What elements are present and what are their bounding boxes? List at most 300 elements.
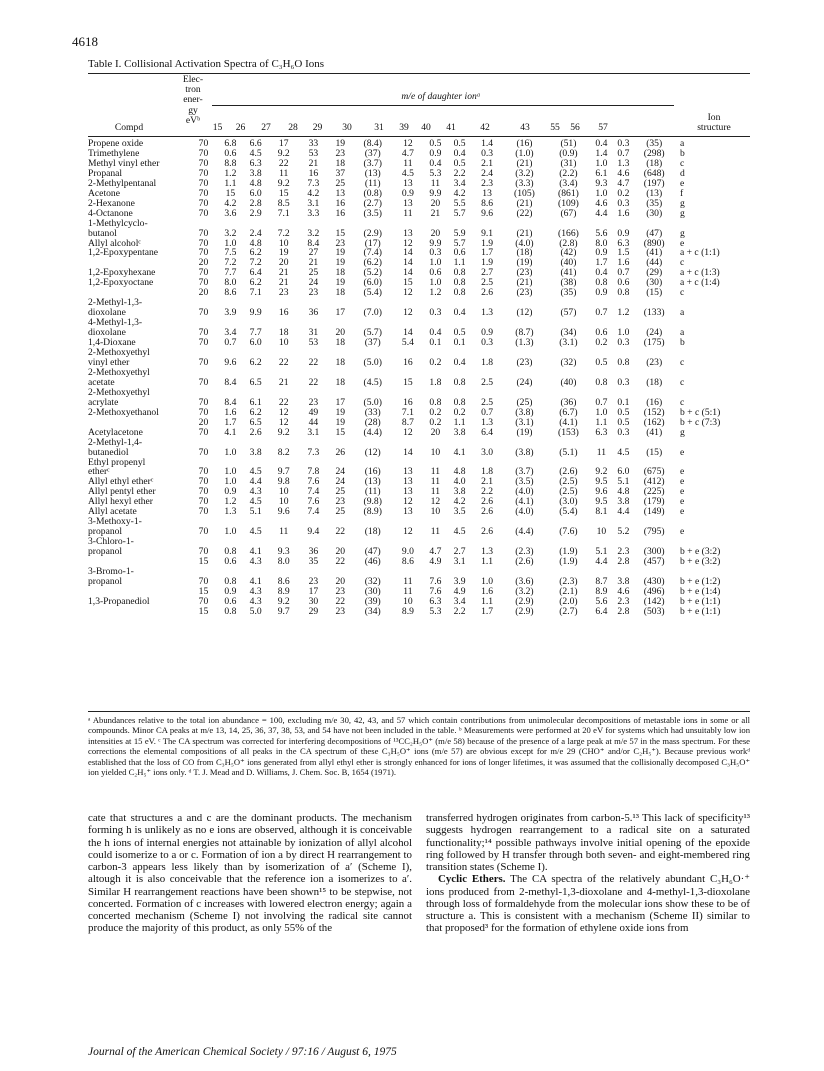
electron-energy-cell: 70 (198, 227, 209, 239)
abundance-cell: 6.0 (249, 337, 262, 349)
ion-structure-cell: c (679, 376, 685, 388)
abundance-cell: (4.0) (515, 237, 534, 249)
abundance-cell: 13 (403, 227, 413, 239)
abundance-cell: 1.7 (481, 247, 494, 259)
electron-energy-cell: 70 (198, 157, 209, 169)
abundance-cell: 2.1 (481, 157, 494, 169)
abundance-cell: 8.8 (224, 157, 237, 169)
abundance-cell: 4.6 (617, 585, 630, 597)
ion-structure-cell: b + e (1:4) (679, 585, 721, 597)
abundance-cell: 2.8 (617, 605, 630, 617)
abundance-cell: (1.9) (559, 556, 578, 568)
abundance-cell: (18) (364, 526, 381, 538)
abundance-cell: 5.3 (429, 605, 442, 617)
abundance-cell: 9.2 (277, 426, 290, 438)
abundance-cell: 30 (308, 595, 319, 607)
abundance-cell: 5.2 (617, 526, 630, 538)
abundance-cell: 22 (308, 356, 319, 368)
abundance-cell: 10 (278, 486, 289, 498)
abundance-cell: 9.0 (401, 546, 414, 558)
electron-energy-cell: 70 (198, 506, 209, 518)
table-row (88, 358, 750, 368)
abundance-cell: 23 (335, 147, 346, 159)
table-footnotes: ᵃ Abundances relative to the total ion abundance = 100, excluding m/e 30, 42, 43, and 57 which contain contributions from unimolecular decompositions of metastable ions in some or all compounds. Minor CA peaks at m/e 13, 14, 25, 36, 37, 38, 53, and 54 have not been included in the table. ᵇ Measurements were performed at 20 eV for systems which had unsuitably low ion intensities at 15 eV. ᶜ The CA spectrum was corrected for interfering decompositions of ¹³CC₂H₅O⁺ (m/e 58) because of the presence of a large peak at m/e 57 in the mass spectrum. For these corrections the elemental compositions of all peaks in the CA spectrum of these C₃H₅O⁺ ions (m/e 57) are obvious except for m/e 29 (CHO⁺ and/or C₂H₅⁺). Because previous workᵈ established that the loss of CO from C₃H₅O⁺ ions generated from allyl ethyl ether is strongly enhanced for ions of longer lifetimes, it was assumed that the collisionally decomposed C₃H₅O⁺ ion yielded C₂H₅⁺ ions only. ᵈ T. J. Mead and D. Williams, J. Chem. Soc. B, 1654 (1971). (88, 715, 750, 778)
abundance-cell: (2.9) (363, 227, 382, 239)
abundance-cell: (2.8) (559, 237, 578, 249)
abundance-cell: (15) (646, 446, 663, 458)
ion-structure-cell: e (679, 466, 685, 478)
abundance-cell: (3.5) (515, 476, 534, 488)
abundance-cell: 9.9 (429, 187, 442, 199)
abundance-cell: 6.3 (595, 426, 608, 438)
table-row (88, 308, 750, 318)
abundance-cell: 14 (403, 327, 413, 339)
abundance-cell: 1.0 (224, 237, 237, 249)
abundance-cell: 7.6 (429, 585, 442, 597)
abundance-cell: 15 (278, 187, 289, 199)
abundance-cell: (2.9) (515, 605, 534, 617)
ion-structure-cell: a + c (1:1) (679, 247, 720, 259)
abundance-cell: 8.9 (401, 605, 414, 617)
abundance-cell: 11 (430, 486, 441, 498)
abundance-cell: 4.5 (249, 496, 262, 508)
abundance-cell: 0.9 (617, 227, 630, 239)
abundance-cell: 3.0 (481, 446, 494, 458)
abundance-cell: 19 (278, 247, 289, 259)
abundance-cell: 8.2 (277, 446, 290, 458)
abundance-cell: 9.3 (277, 546, 290, 558)
abundance-cell: 27 (308, 247, 319, 259)
abundance-cell: (7.6) (559, 526, 578, 538)
electron-energy-cell: 70 (198, 138, 209, 149)
abundance-cell: 22 (278, 157, 289, 169)
abundance-cell: 1.0 (481, 575, 494, 587)
abundance-cell: (13) (364, 167, 381, 179)
table-row (88, 428, 750, 438)
header-mass-27: 27 (261, 122, 271, 133)
ca-table (88, 139, 750, 617)
table-caption: Table I. Collisional Activation Spectra of C₃H₆O Ions (88, 58, 325, 70)
abundance-cell: 3.2 (307, 227, 320, 239)
abundance-cell: 1.3 (224, 506, 237, 518)
electron-energy-cell: 70 (198, 575, 209, 587)
abundance-cell: 5.6 (595, 227, 608, 239)
ion-structure-cell (674, 388, 750, 398)
abundance-cell: (6.2) (363, 257, 382, 269)
abundance-cell: 1.3 (481, 546, 494, 558)
abundance-cell: 3.4 (453, 177, 466, 189)
abundance-cell: 0.5 (617, 416, 630, 428)
header-compd: Compd (114, 122, 144, 133)
compound-name: 2-Methoxyethanol (88, 406, 159, 418)
abundance-cell: 35 (308, 556, 319, 568)
ion-structure-cell (674, 318, 750, 328)
abundance-cell: (675) (643, 466, 665, 478)
section-heading: Cyclic Ethers. (438, 873, 506, 886)
abundance-cell: 6.1 (595, 167, 608, 179)
abundance-cell: 5.4 (401, 337, 414, 349)
abundance-cell: 15 (403, 277, 413, 289)
compound-name: vinyl ether (88, 356, 130, 368)
ion-structure-cell: g (679, 197, 685, 209)
abundance-cell: 13 (403, 476, 413, 488)
abundance-cell: (4.0) (515, 486, 534, 498)
ion-structure-cell: b + e (1:2) (679, 575, 721, 587)
abundance-cell: 53 (308, 337, 319, 349)
abundance-cell: (0.8) (363, 187, 382, 199)
abundance-cell: 3.2 (224, 227, 237, 239)
abundance-cell: 7.4 (307, 486, 320, 498)
abundance-cell: 8.4 (224, 376, 237, 388)
abundance-cell: 1.0 (429, 277, 442, 289)
compound-name: 4-Methyl-1,3- (88, 317, 143, 329)
abundance-cell: (67) (560, 207, 577, 219)
abundance-cell: (29) (646, 267, 663, 279)
abundance-cell: 17 (308, 585, 319, 597)
abundance-cell: 0.8 (453, 277, 466, 289)
abundance-cell: 9.3 (595, 177, 608, 189)
table-header (88, 75, 750, 135)
compound-name: Methyl vinyl ether (88, 157, 160, 169)
abundance-cell: 1.2 (617, 307, 630, 319)
abundance-cell: 5.1 (249, 506, 262, 518)
abundance-cell: 15 (225, 187, 236, 199)
ion-structure-cell: e (679, 177, 685, 189)
abundance-cell: 0.4 (453, 307, 466, 319)
abundance-cell: 1.7 (481, 605, 494, 617)
abundance-cell: 4.8 (617, 486, 630, 498)
abundance-cell: 4.9 (429, 556, 442, 568)
abundance-cell: (16) (516, 138, 533, 149)
abundance-cell: 21 (278, 267, 289, 279)
abundance-cell: (32) (560, 356, 577, 368)
abundance-cell: 4.7 (401, 147, 414, 159)
abundance-cell: 0.6 (453, 247, 466, 259)
abundance-cell: 33 (308, 138, 319, 149)
abundance-cell: 1.5 (617, 247, 630, 259)
electron-energy-cell: 70 (198, 207, 209, 219)
abundance-cell: 24 (335, 476, 346, 488)
abundance-cell: 3.4 (224, 327, 237, 339)
electron-energy-cell: 70 (198, 197, 209, 209)
abundance-cell: (5.2) (363, 267, 382, 279)
abundance-cell: (8.7) (515, 327, 534, 339)
abundance-cell: 0.9 (595, 287, 608, 299)
abundance-cell: 17 (278, 138, 289, 149)
abundance-cell: 12 (278, 406, 289, 418)
ion-structure-cell: d (679, 167, 685, 179)
abundance-cell: 11 (279, 167, 289, 179)
abundance-cell: 1.7 (224, 416, 237, 428)
abundance-cell: 19 (335, 416, 346, 428)
abundance-cell: 1.4 (481, 138, 494, 149)
abundance-cell: (28) (364, 416, 381, 428)
abundance-cell: (2.3) (515, 546, 534, 558)
abundance-cell: 0.7 (481, 406, 494, 418)
abundance-cell: 22 (335, 595, 346, 607)
abundance-cell: 12 (403, 526, 413, 538)
abundance-cell: 0.6 (224, 556, 237, 568)
abundance-cell: 1.1 (481, 556, 494, 568)
abundance-cell: 14 (403, 446, 413, 458)
electron-energy-cell: 70 (198, 396, 209, 408)
abundance-cell: (1.3) (515, 337, 534, 349)
abundance-cell: 26 (335, 446, 346, 458)
abundance-cell: (24) (646, 327, 663, 339)
abundance-cell: (23) (516, 356, 533, 368)
abundance-cell: 0.6 (224, 595, 237, 607)
abundance-cell: (5.7) (363, 327, 382, 339)
abundance-cell: 4.3 (249, 486, 262, 498)
abundance-cell: 3.5 (453, 506, 466, 518)
abundance-cell: 6.2 (249, 406, 262, 418)
abundance-cell: 1.0 (617, 327, 630, 339)
abundance-cell: 6.8 (224, 138, 237, 149)
abundance-cell: 1.2 (224, 167, 237, 179)
abundance-cell: 4.3 (249, 595, 262, 607)
compound-name (88, 607, 189, 617)
abundance-cell: (890) (643, 237, 665, 249)
electron-energy-cell: 20 (198, 257, 209, 269)
abundance-cell: 2.9 (249, 207, 262, 219)
ion-structure-cell: b (679, 337, 685, 349)
abundance-cell: 16 (278, 307, 289, 319)
electron-energy-cell: 70 (198, 426, 209, 438)
table-row (88, 338, 750, 348)
abundance-cell: 9.6 (481, 207, 494, 219)
abundance-cell: (149) (643, 506, 665, 518)
abundance-cell: 0.4 (429, 327, 442, 339)
abundance-cell: 13 (335, 187, 346, 199)
abundance-cell: (4.0) (515, 506, 534, 518)
abundance-cell: 0.2 (595, 337, 608, 349)
abundance-cell: 3.8 (453, 486, 466, 498)
abundance-cell: (5.4) (363, 287, 382, 299)
electron-energy-cell: 15 (198, 605, 209, 617)
abundance-cell: (166) (558, 227, 579, 239)
abundance-cell: 7.7 (224, 267, 237, 279)
abundance-cell: 10 (278, 337, 289, 349)
abundance-cell: 0.1 (617, 396, 630, 408)
abundance-cell: (12) (516, 307, 533, 319)
abundance-cell: (162) (643, 416, 665, 428)
ion-structure-cell: c (679, 257, 685, 269)
abundance-cell: 20 (335, 546, 346, 558)
electron-energy-cell: 70 (198, 376, 209, 388)
abundance-cell: 10 (430, 446, 441, 458)
abundance-cell: (11) (364, 486, 381, 498)
abundance-cell: 4.8 (249, 177, 262, 189)
abundance-cell: 11 (403, 575, 413, 587)
abundance-cell: 3.8 (617, 496, 630, 508)
ion-structure-cell: a (679, 138, 685, 149)
abundance-cell: 12 (403, 496, 413, 508)
abundance-cell: 7.3 (307, 177, 320, 189)
abundance-cell: 3.6 (224, 207, 237, 219)
abundance-cell: 8.9 (277, 585, 290, 597)
abundance-cell: 1.0 (224, 446, 237, 458)
abundance-cell: 4.3 (249, 556, 262, 568)
abundance-cell: (19) (516, 257, 533, 269)
abundance-cell: 16 (403, 356, 413, 368)
abundance-cell: (3.7) (363, 157, 382, 169)
abundance-cell: 1.6 (224, 406, 237, 418)
abundance-cell: (19) (516, 426, 533, 438)
abundance-cell: (35) (646, 197, 663, 209)
abundance-cell: 0.2 (617, 187, 630, 199)
abundance-cell: (2.5) (559, 476, 578, 488)
abundance-cell: (4.4) (515, 526, 534, 538)
electron-energy-cell: 70 (198, 595, 209, 607)
abundance-cell: 13 (403, 506, 413, 518)
abundance-cell: 0.5 (617, 406, 630, 418)
abundance-cell: 0.3 (429, 247, 442, 259)
ion-structure-cell: b + e (1:1) (679, 595, 721, 607)
compound-name: butanol (88, 227, 117, 239)
header-mass-42: 42 (480, 122, 490, 133)
abundance-cell: 2.4 (249, 227, 262, 239)
abundance-cell: 3.8 (617, 575, 630, 587)
abundance-cell: 21 (308, 157, 319, 169)
table-row (88, 209, 750, 219)
table-row (88, 607, 750, 617)
abundance-cell: (7.0) (363, 307, 382, 319)
abundance-cell: 1.8 (429, 376, 442, 388)
abundance-cell: 19 (335, 406, 346, 418)
electron-energy-cell: 70 (198, 277, 209, 289)
compound-name: 1,2-Epoxypentane (88, 247, 159, 259)
abundance-cell: 6.4 (481, 426, 494, 438)
abundance-cell: 36 (308, 546, 319, 558)
abundance-cell: 0.8 (453, 287, 466, 299)
header-mass-15: 15 (212, 122, 223, 133)
abundance-cell: (37) (364, 337, 381, 349)
compound-name: dioxolane (88, 307, 126, 319)
header-mass-40: 40 (421, 122, 431, 133)
abundance-cell: 4.8 (249, 237, 262, 249)
abundance-cell: 25 (308, 267, 319, 279)
compound-name: 1,2-Epoxyoctane (88, 277, 154, 289)
ion-structure-cell (674, 348, 750, 358)
table-bottom-rule (88, 711, 750, 712)
abundance-cell: (24) (516, 376, 533, 388)
abundance-cell: 2.8 (249, 197, 262, 209)
compound-name: 2-Methoxyethyl (88, 366, 150, 378)
abundance-cell: 0.4 (429, 157, 442, 169)
abundance-cell: 4.1 (453, 446, 466, 458)
abundance-cell: (35) (646, 138, 663, 149)
abundance-cell: 10 (430, 506, 441, 518)
abundance-cell: (197) (643, 177, 665, 189)
abundance-cell: (46) (364, 556, 381, 568)
abundance-cell: 3.3 (307, 207, 320, 219)
compound-name: 3-Bromo-1- (88, 565, 134, 577)
compound-name: 3-Chloro-1- (88, 536, 134, 548)
abundance-cell: (3.1) (515, 416, 534, 428)
abundance-cell: 8.0 (224, 277, 237, 289)
abundance-cell: (5.0) (363, 396, 382, 408)
ion-structure-cell (674, 438, 750, 448)
abundance-cell: 0.9 (481, 327, 494, 339)
abundance-cell: 6.3 (617, 237, 630, 249)
abundance-cell: 0.3 (481, 337, 494, 349)
header-daughter-ion: m/e of daughter ionᵃ (401, 91, 481, 102)
abundance-cell: 15 (335, 227, 346, 239)
abundance-cell: 11 (403, 207, 413, 219)
ion-structure-cell: e (679, 526, 685, 538)
abundance-cell: 18 (335, 376, 346, 388)
abundance-cell: 4.5 (249, 147, 262, 159)
abundance-cell: 0.7 (617, 147, 630, 159)
electron-energy-cell: 20 (198, 416, 209, 428)
abundance-cell: (4.1) (515, 496, 534, 508)
ion-structure-cell: c (679, 157, 685, 169)
ion-structure-cell: a + c (1:4) (679, 277, 720, 289)
abundance-cell: 5.7 (453, 207, 466, 219)
abundance-cell: 1.2 (224, 496, 237, 508)
compound-name: propanol (88, 526, 123, 538)
abundance-cell: 18 (335, 267, 346, 279)
abundance-cell: (2.0) (559, 595, 578, 607)
abundance-cell: 0.3 (617, 138, 630, 149)
abundance-cell: 11 (430, 177, 441, 189)
abundance-cell: 1.0 (429, 257, 442, 269)
abundance-cell: 1.1 (453, 416, 466, 428)
abundance-cell: 8.5 (277, 197, 290, 209)
abundance-cell: 4.2 (453, 496, 466, 508)
abundance-cell: 13 (403, 197, 413, 209)
compound-name: Allyl acetate (88, 506, 137, 518)
abundance-cell: (23) (516, 267, 533, 279)
abundance-cell: 6.2 (249, 356, 262, 368)
compound-name: Allyl alcoholᶜ (88, 237, 141, 249)
table-row (88, 448, 750, 458)
table-row (88, 557, 750, 567)
abundance-cell: 1.6 (617, 257, 630, 269)
compound-name: 3-Methoxy-1- (88, 516, 142, 528)
abundance-cell: 12 (278, 416, 289, 428)
abundance-cell: (36) (560, 396, 577, 408)
abundance-cell: 3.1 (453, 556, 466, 568)
abundance-cell: 3.9 (224, 307, 237, 319)
abundance-cell: 4.6 (595, 197, 608, 209)
abundance-cell: 0.7 (224, 337, 237, 349)
abundance-cell: (44) (646, 257, 663, 269)
abundance-cell: 21 (278, 376, 289, 388)
abundance-cell: 29 (308, 605, 319, 617)
ion-structure-cell: e (679, 237, 685, 249)
abundance-cell: 20 (430, 227, 441, 239)
abundance-cell: 22 (308, 376, 319, 388)
abundance-cell: (179) (643, 496, 665, 508)
table-row (88, 507, 750, 517)
abundance-cell: 0.4 (453, 147, 466, 159)
abundance-cell: 0.3 (429, 307, 442, 319)
abundance-cell: (5.4) (559, 506, 578, 518)
abundance-cell: 7.1 (401, 406, 414, 418)
abundance-cell: 25 (335, 486, 346, 498)
abundance-cell: 0.9 (224, 585, 237, 597)
abundance-cell: 1.4 (595, 147, 608, 159)
abundance-cell: (1.9) (559, 546, 578, 558)
abundance-cell: 21 (308, 257, 319, 269)
abundance-cell: 24 (308, 277, 319, 289)
abundance-cell: (3.0) (559, 496, 578, 508)
abundance-cell: (15) (646, 287, 663, 299)
ion-structure-cell: c (679, 287, 685, 299)
abundance-cell: 11 (596, 446, 607, 458)
abundance-cell: (4.5) (363, 376, 382, 388)
